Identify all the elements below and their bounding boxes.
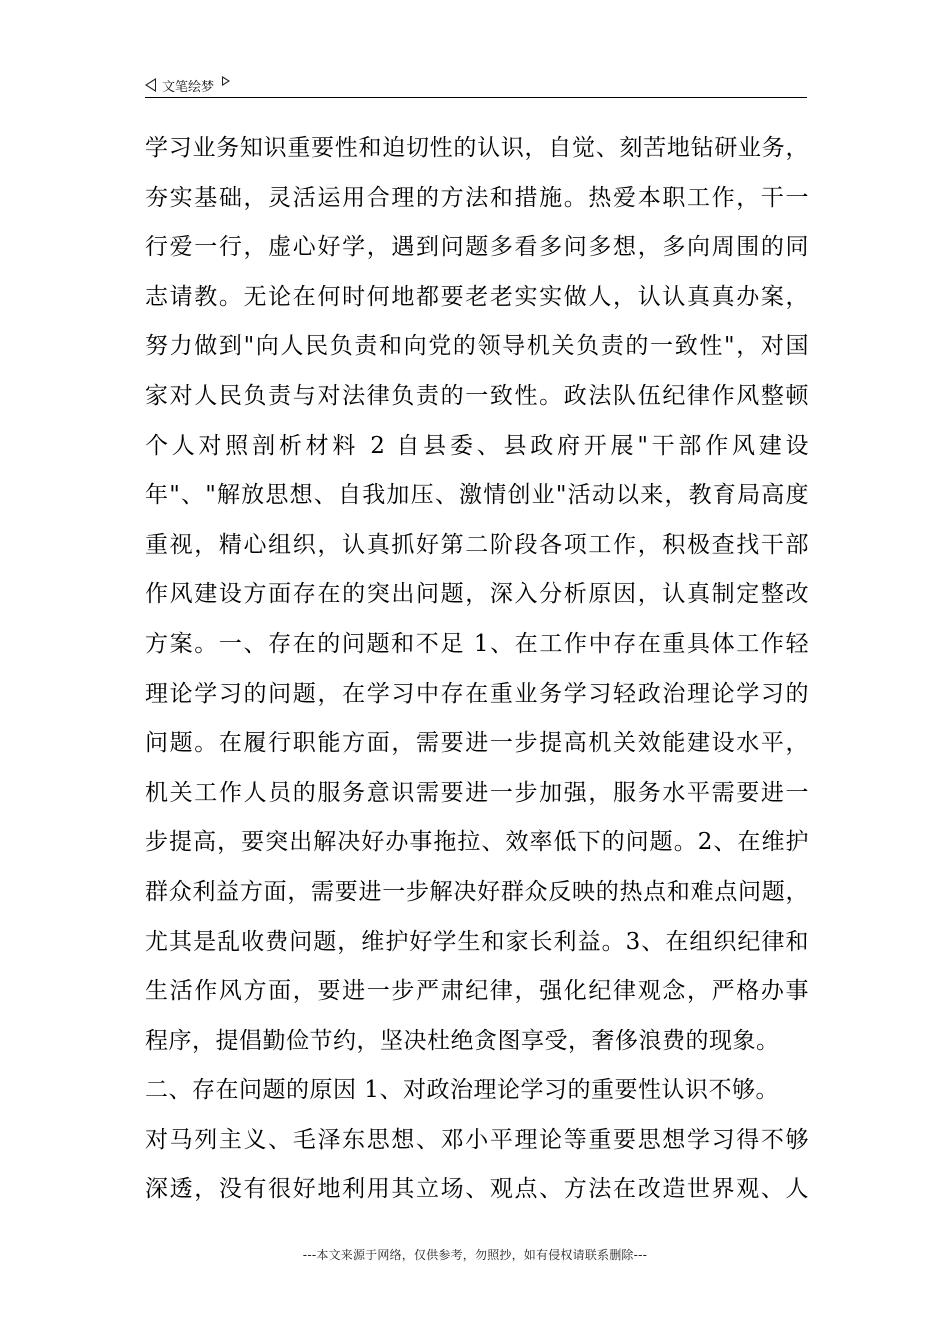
body-line: 对马列主义、毛泽东思想、邓小平理论等重要思想学习得不够 <box>145 1126 809 1153</box>
triangle-left-icon <box>145 78 156 92</box>
document-body <box>145 124 809 1215</box>
document-header <box>145 74 807 96</box>
body-line: 方案。一、存在的问题和不足 1、在工作中存在重具体工作轻 <box>145 630 809 657</box>
body-line: 理论学习的问题，在学习中存在重业务学习轻政治理论学习的 <box>145 680 809 707</box>
body-line: 行爱一行，虚心好学，遇到问题多看多问多想，多向周围的同 <box>145 234 809 261</box>
body-line: 作风建设方面存在的突出问题，深入分析原因，认真制定整改 <box>145 581 809 608</box>
triangle-right-icon <box>222 76 230 86</box>
header-title: 文笔绘梦 <box>162 79 215 95</box>
body-line: 深透，没有很好地利用其立场、观点、方法在改造世界观、人 <box>145 1176 809 1203</box>
footer-disclaimer: ---本文来源于网络，仅供参考，勿照抄，如有侵权请联系删除--- <box>302 1248 648 1262</box>
body-line: 步提高，要突出解决好办事拖拉、效率低下的问题。2、在维护 <box>145 829 809 856</box>
body-line: 二、存在问题的原因 1、对政治理论学习的重要性认识不够。 <box>145 1077 779 1104</box>
body-line: 年"、"解放思想、自我加压、激情创业"活动以来，教育局高度 <box>145 482 809 509</box>
body-line: 家对人民负责与对法律负责的一致性。政法队伍纪律作风整顿 <box>145 382 809 409</box>
body-line: 个人对照剖析材料 2 自县委、县政府开展"干部作风建设 <box>145 432 809 459</box>
body-line: 夯实基础，灵活运用合理的方法和措施。热爱本职工作，干一 <box>145 184 809 211</box>
body-line: 生活作风方面，要进一步严肃纪律，强化纪律观念，严格办事 <box>145 978 809 1005</box>
body-line: 尤其是乱收费问题，维护好学生和家长利益。3、在组织纪律和 <box>145 928 809 955</box>
body-line: 努力做到"向人民负责和向党的领导机关负责的一致性"，对国 <box>145 333 809 360</box>
body-line: 问题。在履行职能方面，需要进一步提高机关效能建设水平， <box>145 730 809 757</box>
body-line: 重视，精心组织，认真抓好第二阶段各项工作，积极查找干部 <box>145 531 809 558</box>
body-line: 群众利益方面，需要进一步解决好群众反映的热点和难点问题， <box>145 878 809 905</box>
header-divider <box>145 97 807 98</box>
body-line: 机关工作人员的服务意识需要进一步加强，服务水平需要进一 <box>145 779 809 806</box>
body-line: 学习业务知识重要性和迫切性的认识，自觉、刻苦地钻研业务， <box>145 135 809 161</box>
body-line: 志请教。无论在何时何地都要老老实实做人，认认真真办案， <box>145 283 809 310</box>
body-line: 程序，提倡勤俭节约，坚决杜绝贪图享受，奢侈浪费的现象。 <box>145 1027 780 1054</box>
